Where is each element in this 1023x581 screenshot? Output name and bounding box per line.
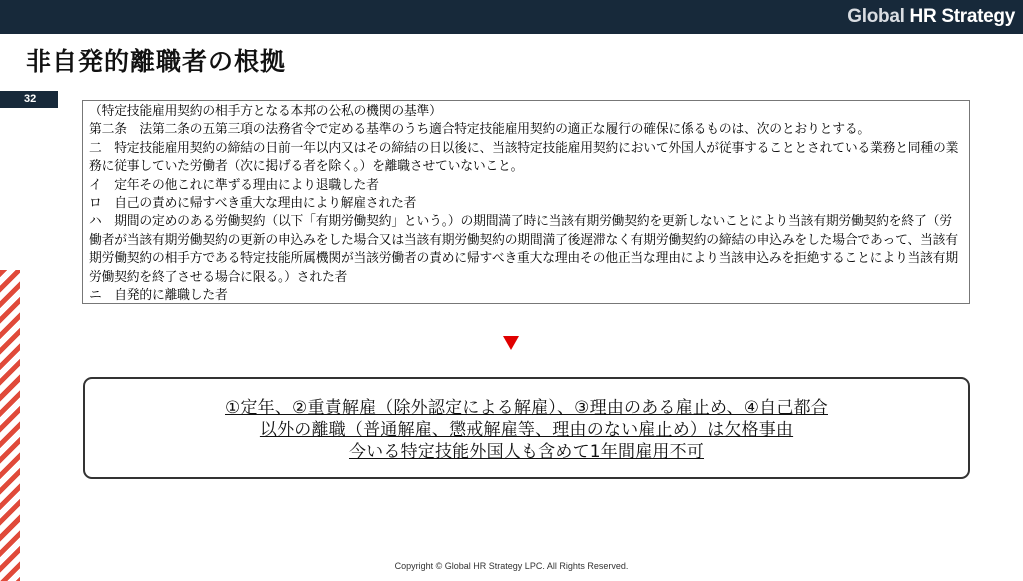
- legal-line: ニ 自発的に離職した者: [89, 288, 228, 304]
- summary-line: ①定年、②重責解雇（除外認定による解雇）、③理由のある雇止め、④自己都合: [225, 398, 828, 418]
- decorative-stripes: [0, 270, 20, 581]
- page-number: 32: [0, 91, 58, 108]
- header-bar: [0, 0, 1023, 34]
- legal-text-box: [82, 100, 970, 304]
- summary-box: [83, 377, 970, 479]
- legal-line: （特定技能雇用契約の相手方となる本邦の公私の機関の基準）: [89, 104, 442, 119]
- legal-line: 二 特定技能雇用契約の締結の日前一年以内又はその締結の日以後に、当該特定技能雇用契約において外国人が従事することとされている業務と同種の業務に従事していた労働者（次に掲げる者を除く。）を離職させていないこと。: [89, 140, 959, 175]
- legal-line: 第二条 法第二条の五第三項の法務省令で定める基準のうち適合特定技能雇用契約の適正な履行の確保に係るものは、次のとおりとする。: [89, 122, 871, 138]
- legal-line: ロ 自己の責めに帰すべき重大な理由により解雇された者: [89, 196, 417, 212]
- legal-line: イ 定年その他これに準ずる理由により退職した者: [89, 177, 379, 193]
- copyright-footer: Copyright © Global HR Strategy LPC. All Rights Reserved.: [394, 561, 629, 571]
- summary-line: 以外の離職（普通解雇、懲戒解雇等、理由のない雇止め）は欠格事由: [259, 420, 794, 440]
- down-arrow-icon: [503, 336, 519, 350]
- summary-line: 今いる特定技能外国人も含めて1年間雇用不可: [348, 442, 704, 462]
- legal-line: ハ 期間の定めのある労働契約（以下「有期労働契約」という。）の期間満了時に当該有期労働契約を更新しないことにより当該有期労働契約を終了（労働者が当該有期労働契約の更新の申込みをした場合又は当該有期労働契約の期間満了後遅滞なく有期労働契約の締結の申込みをした場合であって、当該有期労働契約の相手方である特定技能所属機関が当該労働者の責めに帰すべき重大な理由その他正当な理由により当該申込みを拒絶することにより当該有期労働契約を終了させる場合に限る。）された者: [89, 214, 958, 285]
- brand-logo: Global HR Strategy: [847, 6, 1015, 27]
- page-title: 非自発的離職者の根拠: [26, 47, 287, 76]
